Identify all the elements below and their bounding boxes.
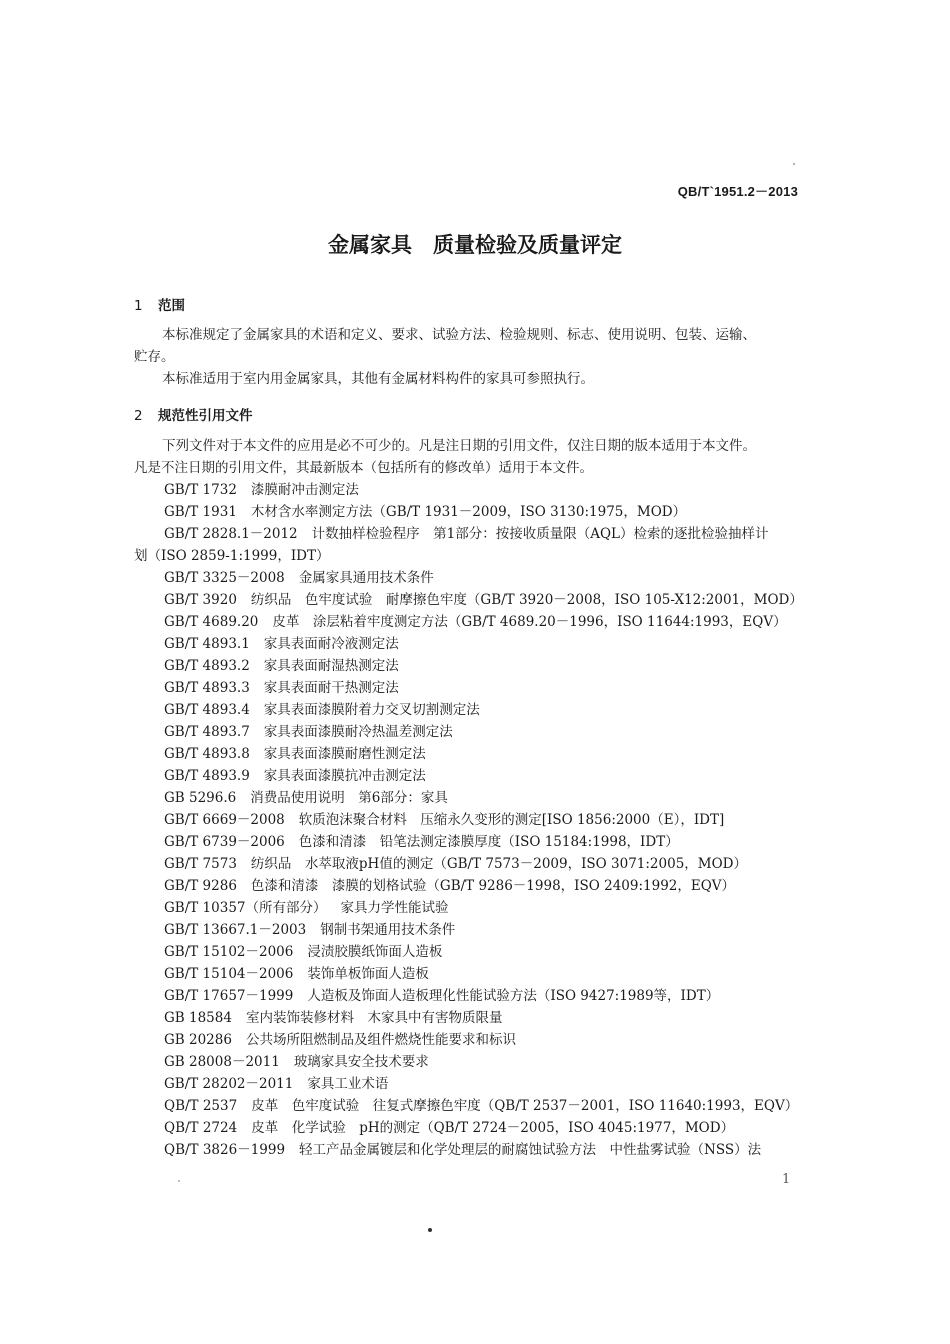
reference-code: QB/T 3826－1999	[164, 1142, 286, 1158]
reference-item	[164, 613, 787, 631]
reference-title: 漆膜耐冲击测定法	[250, 482, 359, 498]
reference-item	[164, 833, 679, 851]
reference-title: 皮革 化学试验 pH的测定（QB/T 2724－2005，ISO 4045:1977，MOD）	[251, 1120, 735, 1136]
reference-item	[164, 877, 735, 895]
reference-item	[164, 921, 455, 939]
reference-item	[164, 591, 803, 609]
reference-item	[164, 635, 399, 653]
reference-code: GB/T 1931	[164, 504, 237, 520]
reference-item	[164, 657, 399, 675]
reference-item	[164, 789, 448, 807]
reference-code: GB/T 4893.4	[164, 702, 250, 718]
reference-title: 纺织品 色牢度试验 耐摩擦色牢度（GB/T 3920－2008，ISO 105-X12:2001，MOD）	[250, 592, 803, 608]
reference-code: GB/T 2828.1－2012	[164, 526, 298, 542]
reference-item	[164, 569, 434, 587]
reference-code: GB/T 15104－2006	[164, 966, 294, 982]
reference-title: 家具表面漆膜附着力交叉切割测定法	[263, 702, 480, 718]
reference-item	[164, 503, 686, 521]
reference-code: GB/T 13667.1－2003	[164, 922, 307, 938]
section-2-number: 2	[134, 408, 143, 424]
reference-title: 纺织品 水萃取液pH值的测定（GB/T 7573－2009，ISO 3071:2005，MOD）	[250, 856, 747, 872]
reference-title: 计数抽样检验程序 第1部分：按接收质量限（AQL）检索的逐批检验抽样计	[311, 526, 769, 542]
references-intro-line: 凡是不注日期的引用文件，其最新版本（包括所有的修改单）适用于本文件。	[134, 460, 593, 476]
reference-item	[164, 701, 480, 719]
reference-code: GB 28008－2011	[164, 1054, 280, 1070]
reference-code: GB/T 7573	[164, 856, 237, 872]
reference-title: 家具力学性能试验	[340, 900, 449, 916]
document-title: 金属家具 质量检验及质量评定	[328, 233, 622, 257]
reference-item	[164, 987, 719, 1005]
reference-title: 木材含水率测定方法（GB/T 1931－2009，ISO 3130:1975，MOD）	[250, 504, 687, 520]
section-2-title: 规范性引用文件	[158, 408, 253, 424]
reference-code: GB/T 15102－2006	[164, 944, 294, 960]
scope-paragraph-line: 本标准适用于室内用金属家具，其他有金属材料构件的家具可参照执行。	[162, 371, 594, 387]
reference-title: 划（ISO 2859-1:1999，IDT）	[134, 548, 330, 564]
reference-title: 软质泡沫聚合材料 压缩永久变形的测定[ISO 1856:2000（E），IDT]	[298, 812, 725, 828]
reference-code: GB 20286	[164, 1032, 232, 1048]
reference-title: 家具工业术语	[307, 1076, 389, 1092]
reference-item	[164, 745, 426, 763]
reference-code: GB/T 4893.1	[164, 636, 250, 652]
section-1-heading	[134, 294, 185, 314]
reference-code: QB/T 2537	[164, 1098, 238, 1114]
reference-title: 色漆和清漆 漆膜的划格试验（GB/T 9286－1998，ISO 2409:1992，EQV）	[250, 878, 736, 894]
reference-item	[164, 1009, 502, 1027]
reference-code: GB/T 1732	[164, 482, 237, 498]
reference-title: 家具表面耐干热测定法	[263, 680, 399, 696]
reference-title: 皮革 涂层粘着牢度测定方法（GB/T 4689.20－1996，ISO 11644:1993，EQV）	[272, 614, 787, 630]
scan-speck	[793, 163, 795, 165]
reference-title: 家具表面漆膜抗冲击测定法	[263, 768, 426, 784]
section-1-title: 范围	[158, 298, 185, 314]
reference-item	[164, 1119, 734, 1137]
reference-code: GB/T 4893.8	[164, 746, 250, 762]
reference-code: GB/T 4893.2	[164, 658, 250, 674]
reference-title: 钢制书架通用技术条件	[320, 922, 456, 938]
reference-item	[164, 811, 724, 829]
reference-item	[164, 679, 399, 697]
reference-title: 玻璃家具安全技术要求	[293, 1054, 429, 1070]
reference-title: 轻工产品金属镀层和化学处理层的耐腐蚀试验方法 中性盐雾试验（NSS）法	[299, 1142, 762, 1158]
reference-code: GB/T 9286	[164, 878, 237, 894]
reference-code: GB/T 6669－2008	[164, 812, 285, 828]
reference-title: 家具表面漆膜耐磨性测定法	[263, 746, 426, 762]
reference-code: GB/T 3920	[164, 592, 237, 608]
reference-code: GB/T 10357（所有部分）	[164, 900, 327, 916]
reference-item	[164, 1031, 516, 1049]
reference-code: GB/T 6739－2006	[164, 834, 285, 850]
standard-code: QB/T`1951.2－2013	[677, 184, 798, 199]
reference-item	[164, 1053, 429, 1071]
page-number: 1	[782, 1172, 791, 1187]
reference-item	[164, 943, 442, 961]
reference-title: 皮革 色牢度试验 往复式摩擦色牢度（QB/T 2537－2001，ISO 11640:1993，EQV）	[251, 1098, 799, 1114]
reference-code: GB/T 4893.9	[164, 768, 250, 784]
reference-title: 色漆和清漆 铅笔法测定漆膜厚度（ISO 15184:1998，IDT）	[298, 834, 679, 850]
reference-title: 浸渍胶膜纸饰面人造板	[307, 944, 443, 960]
reference-item	[164, 855, 747, 873]
references-intro-line: 下列文件对于本文件的应用是必不可少的。凡是注日期的引用文件，仅注日期的版本适用于本文件。	[162, 438, 756, 454]
reference-code: GB/T 17657－1999	[164, 988, 294, 1004]
reference-code: GB/T 4893.3	[164, 680, 250, 696]
reference-title: 家具表面漆膜耐冷热温差测定法	[263, 724, 453, 740]
scope-paragraph-line: 贮存。	[134, 349, 175, 365]
reference-code: GB 18584	[164, 1010, 232, 1026]
scope-paragraph-line: 本标准规定了金属家具的术语和定义、要求、试验方法、检验规则、标志、使用说明、包装、运输、	[162, 327, 756, 343]
reference-item	[164, 1141, 761, 1159]
reference-item	[164, 767, 426, 785]
reference-code: GB/T 3325－2008	[164, 570, 285, 586]
reference-title: 公共场所阻燃制品及组件燃烧性能要求和标识	[245, 1032, 516, 1048]
reference-title: 室内装饰装修材料 木家具中有害物质限量	[245, 1010, 503, 1026]
scan-speck	[428, 1228, 432, 1232]
reference-item	[164, 899, 449, 917]
reference-code: GB 5296.6	[164, 790, 237, 806]
reference-item-continuation	[134, 547, 330, 565]
reference-title: 金属家具通用技术条件	[298, 570, 434, 586]
reference-item	[164, 1097, 798, 1115]
reference-item	[164, 965, 429, 983]
reference-code: GB/T 4689.20	[164, 614, 259, 630]
reference-item	[164, 525, 769, 543]
section-2-heading	[134, 404, 253, 424]
reference-code: QB/T 2724	[164, 1120, 238, 1136]
section-1-number: 1	[134, 298, 143, 314]
reference-title: 家具表面耐冷液测定法	[263, 636, 399, 652]
reference-code: GB/T 28202－2011	[164, 1076, 294, 1092]
reference-item	[164, 481, 359, 499]
reference-item	[164, 1075, 388, 1093]
reference-title: 消费品使用说明 第6部分：家具	[250, 790, 448, 806]
reference-code: GB/T 4893.7	[164, 724, 250, 740]
reference-title: 人造板及饰面人造板理化性能试验方法（ISO 9427:1989等，IDT）	[307, 988, 720, 1004]
scan-speck	[178, 1180, 180, 1182]
reference-title: 家具表面耐湿热测定法	[263, 658, 399, 674]
reference-title: 装饰单板饰面人造板	[307, 966, 429, 982]
reference-item	[164, 723, 453, 741]
